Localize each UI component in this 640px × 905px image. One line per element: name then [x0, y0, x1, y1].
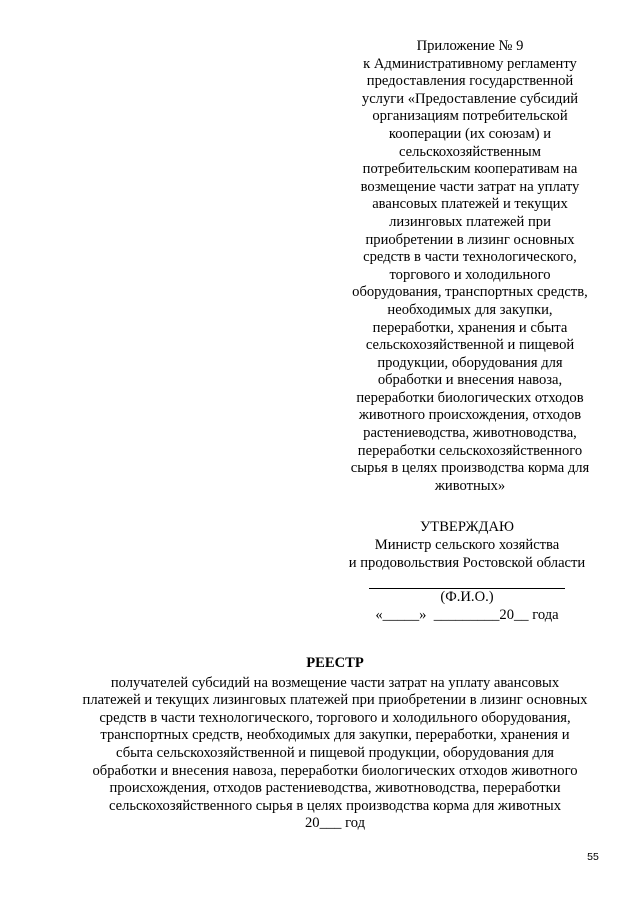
- appendix-line: средств в части технологического,: [363, 249, 577, 266]
- appendix-line: растениеводства, животноводства,: [363, 425, 577, 442]
- approval-heading: УТВЕРЖДАЮ: [419, 519, 515, 535]
- appendix-line: обработки и внесения навоза,: [377, 372, 563, 389]
- appendix-line: организациям потребительской: [372, 108, 568, 125]
- fio-label: (Ф.И.О.): [440, 589, 494, 606]
- appendix-line: кооперации (их союзам) и: [388, 125, 552, 142]
- approver-position-line: и продовольствия Ростовской области: [348, 554, 586, 571]
- appendix-line: лизинговых платежей при: [389, 213, 551, 230]
- appendix-line: продукции, оборудования для: [377, 354, 563, 371]
- appendix-line: переработки, хранения и сбыта: [372, 319, 568, 336]
- appendix-line: потребительским кооперативам на: [362, 161, 578, 178]
- register-line: сбыта сельскохозяйственной и пищевой продукции, оборудования для: [116, 744, 554, 761]
- appendix-line: переработки сельскохозяйственного: [357, 442, 583, 459]
- appendix-line: услуги «Предоставление субсидий: [361, 90, 579, 107]
- appendix-line: сырья в целях производства корма для: [350, 460, 590, 477]
- signature-line: [369, 572, 565, 589]
- appendix-line: Приложение № 9: [416, 38, 524, 54]
- approval-block: [312, 519, 622, 625]
- approval-date-line: «_____» _________20__ года: [375, 607, 559, 624]
- register-line: платежей и текущих лизинговых платежей при приобретении в лизинг основных: [82, 692, 588, 709]
- appendix-line: предоставления государственной: [366, 73, 574, 90]
- page-number: 55: [587, 851, 599, 863]
- register-line: обработки и внесения навоза, переработки биологических отходов животного: [92, 762, 578, 779]
- appendix-line: сельскохозяйственным: [399, 143, 541, 160]
- register-line: сельскохозяйственного сырья в целях производства корма для животных: [108, 797, 562, 814]
- appendix-line: к Административному регламенту: [363, 55, 577, 72]
- appendix-line: возмещение части затрат на уплату: [360, 178, 580, 195]
- register-line: средств в части технологического, торгового и холодильного оборудования,: [99, 709, 571, 726]
- register-line: получателей субсидий на возмещение части затрат на уплату авансовых: [110, 674, 560, 691]
- appendix-block: [332, 38, 608, 495]
- register-title: РЕЕСТР: [306, 655, 364, 671]
- register-block: [50, 655, 620, 833]
- approver-position-line: Министр сельского хозяйства: [374, 536, 560, 553]
- appendix-line: необходимых для закупки,: [387, 301, 553, 318]
- appendix-line: животного происхождения, отходов: [358, 407, 582, 424]
- appendix-line: авансовых платежей и текущих: [372, 196, 568, 213]
- register-year-line: 20___ год: [304, 815, 366, 832]
- appendix-line: приобретении в лизинг основных: [365, 231, 575, 248]
- appendix-line: торгового и холодильного: [389, 266, 551, 283]
- appendix-line: животных»: [434, 477, 506, 494]
- register-line: транспортных средств, необходимых для закупки, переработки, хранения и: [100, 727, 570, 744]
- appendix-line: переработки биологических отходов: [356, 389, 584, 406]
- appendix-line: сельскохозяйственной и пищевой: [365, 337, 575, 354]
- register-line: происхождения, отходов растениеводства, животноводства, переработки: [109, 780, 561, 797]
- appendix-line: оборудования, транспортных средств,: [352, 284, 588, 301]
